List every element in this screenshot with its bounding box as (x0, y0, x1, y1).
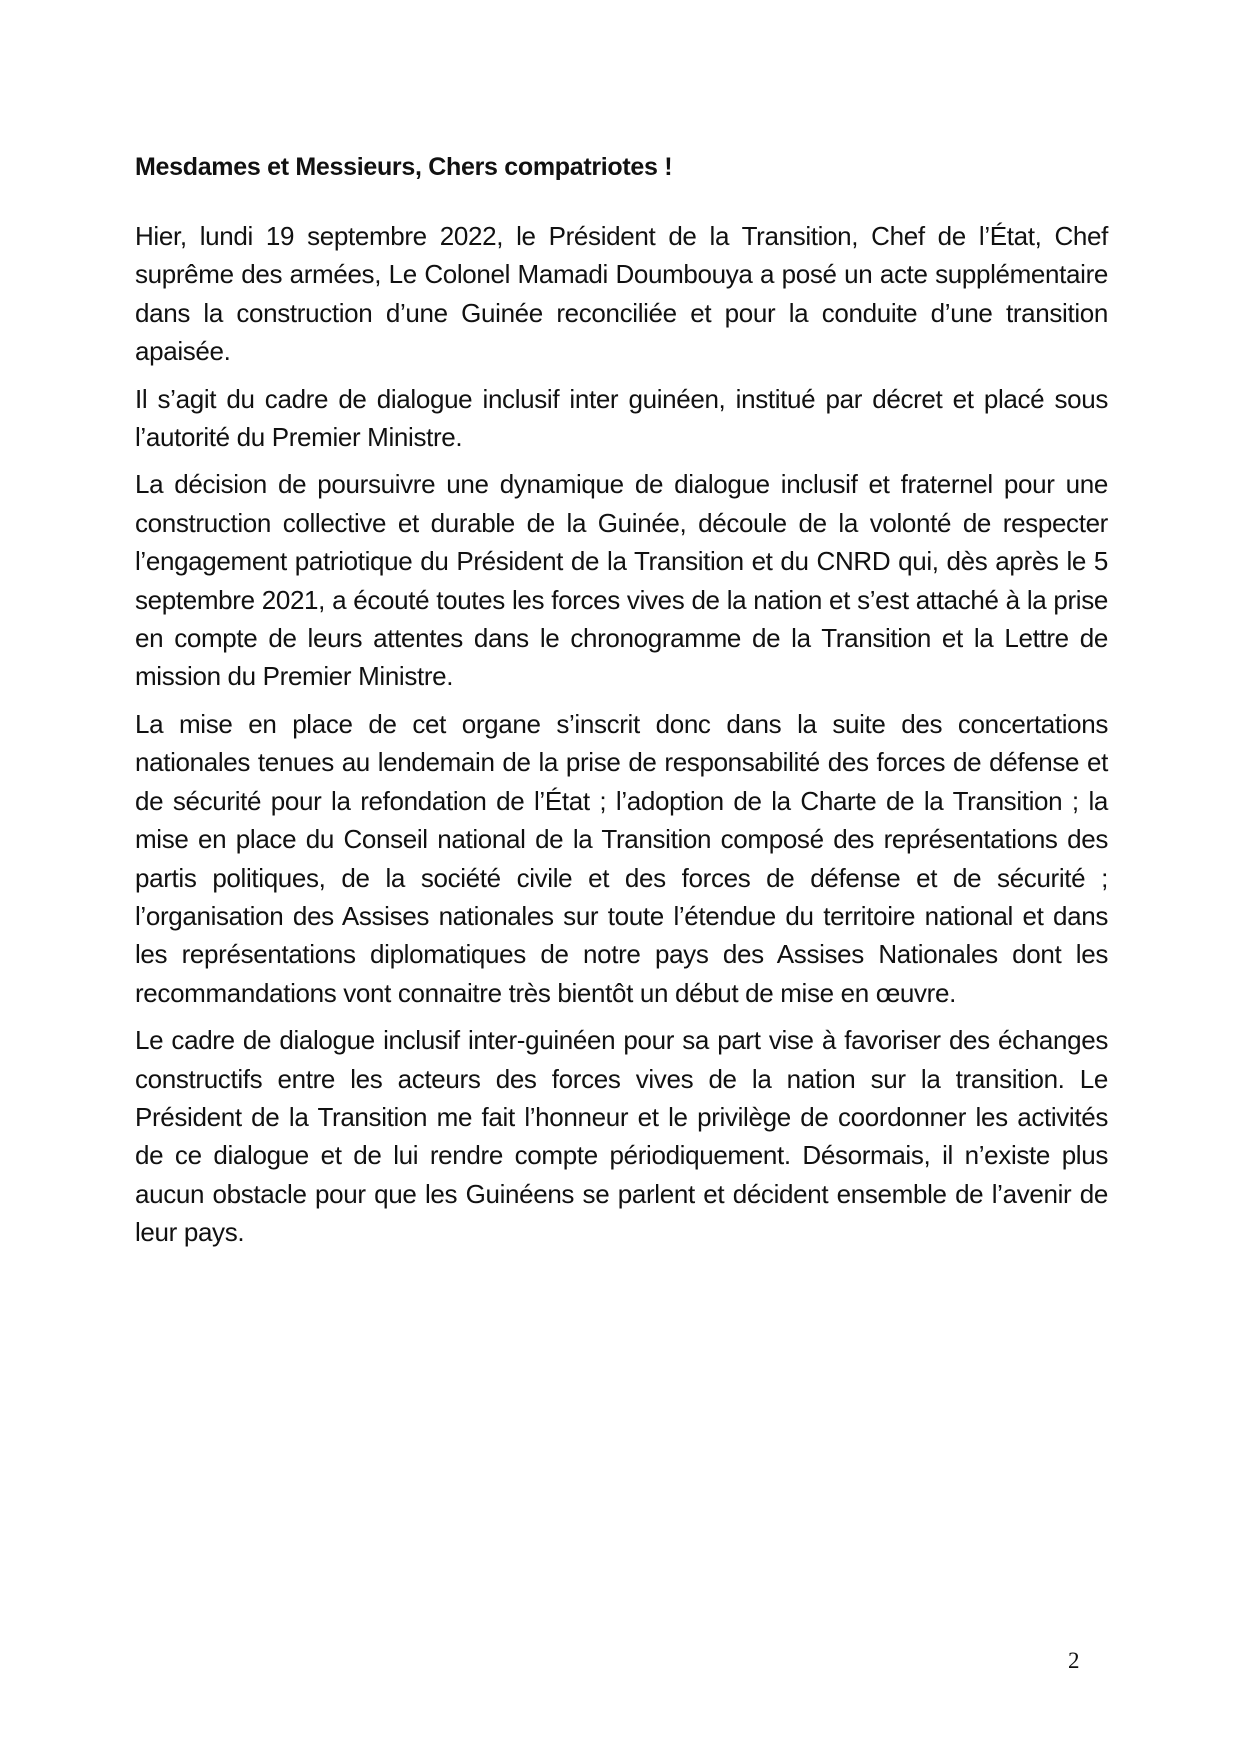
paragraph-decision-rationale: La décision de poursuivre une dynamique de dialogue inclusif et fraternel pour une construction collective et durable de la Guinée, découle de la volonté de respecter l’engagement patriotique du Président de la Transition et du CNRD qui, dès après le 5 septembre 2021, a écouté toutes les forces vives de la nation et s’est attaché à la prise en compte de leurs attentes dans le chronogramme de la Transition et la Lettre de mission du Premier Ministre. (135, 469, 1108, 692)
paragraph-dialogue-purpose: Le cadre de dialogue inclusif inter-guinéen pour sa part vise à favoriser des échanges constructifs entre les acteurs des forces vives de la nation sur la transition. Le Président de la Transition me fait l’honneur et le privilège de coordonner les activités de ce dialogue et de lui rendre compte périodiquement. Désormais, il n’existe plus aucun obstacle pour que les Guinéens se parlent et décident ensemble de l’avenir de leur pays. (135, 1025, 1108, 1248)
paragraph-organ-context: La mise en place de cet organe s’inscrit donc dans la suite des concertations nationales tenues au lendemain de la prise de responsabilité des forces de défense et de sécurité pour la refondation de l’État ; l’adoption de la Charte de la Transition ; la mise en place du Conseil national de la Transition composé des représentations des partis politiques, de la société civile et des forces de défense et de sécurité ; l’organisation des Assises nationales sur toute l’étendue du territoire national et dans les représentations diplomatiques de notre pays des Assises Nationales dont les recommandations vont connaitre très bientôt un début de mise en œuvre. (135, 708, 1108, 1008)
document-body (135, 151, 1108, 1261)
salutation-heading: Mesdames et Messieurs, Chers compatriotes ! (135, 153, 673, 181)
page-number: 2 (1068, 1648, 1080, 1673)
paragraph-announcement: Hier, lundi 19 septembre 2022, le Président de la Transition, Chef de l’État, Chef suprême des armées, Le Colonel Mamadi Doumbouya a posé un acte supplémentaire dans la construction d’une Guinée reconciliée et pour la conduite d’une transition apaisée. (135, 221, 1108, 367)
paragraph-dialogue-framework: Il s’agit du cadre de dialogue inclusif inter guinéen, institué par décret et placé sous l’autorité du Premier Ministre. (135, 383, 1108, 453)
